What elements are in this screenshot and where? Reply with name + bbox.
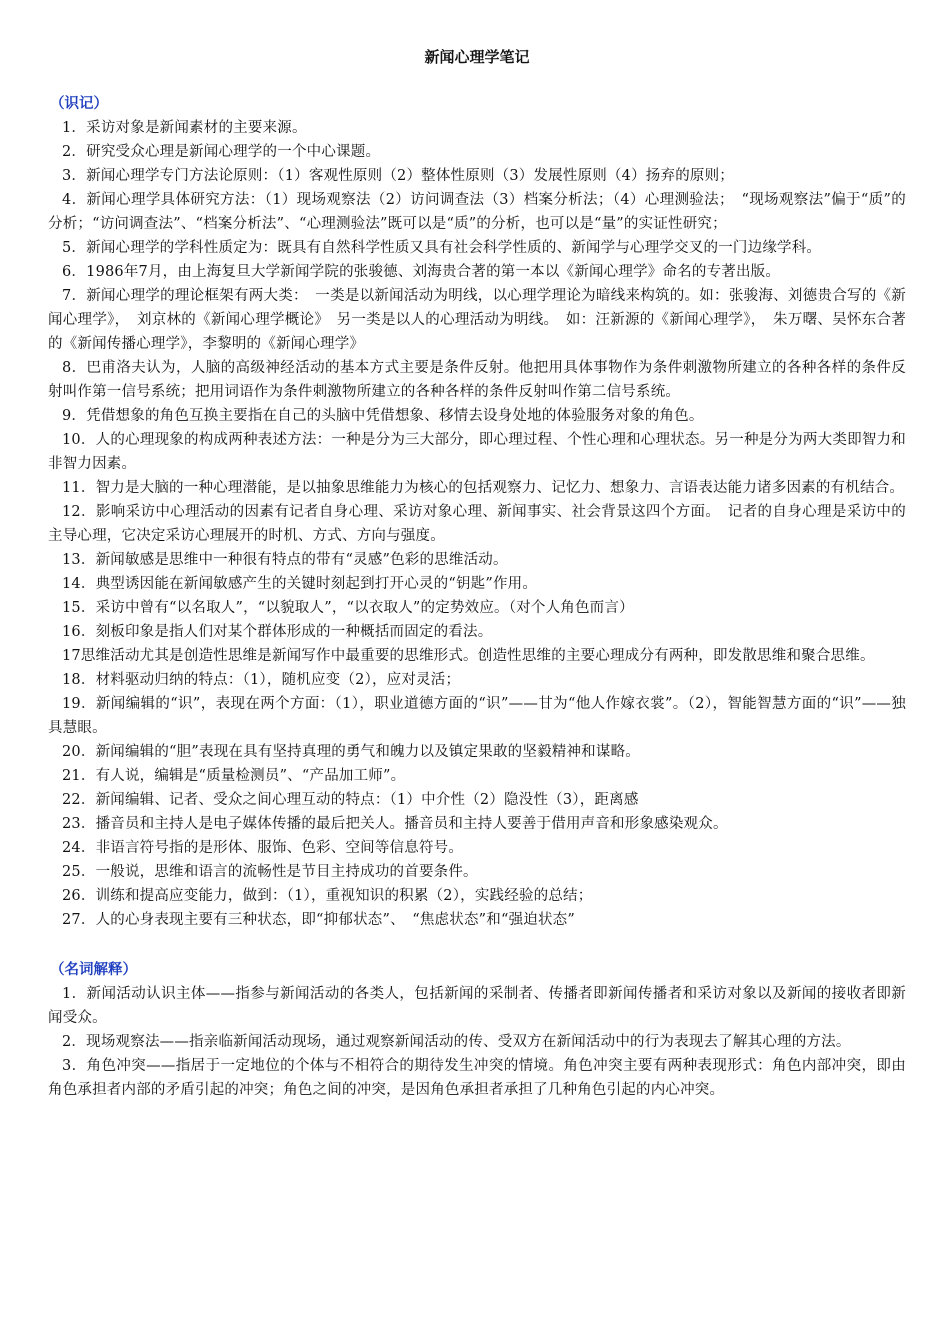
section-recall-items [48,116,906,932]
item-number: 16． [62,624,96,640]
list-item [48,572,906,596]
list-item [48,740,906,764]
item-number: 25． [62,864,96,880]
item-text: 新闻心理学的理论框架有两大类： 一类是以新闻活动为明线，以心理学理论为暗线来构筑的。如：张骏海、刘德贵合写的《新闻心理学》， 刘京林的《新闻心理学概论》 另一类是以人的心理活动为明线。 如：汪新源的《新闻心理学》， 朱万曙、吴怀东合著的《新闻传播心理学》，李黎明的《新闻心理学》 [48,288,906,352]
item-text: 新闻敏感是思维中一种很有特点的带有“灵感”色彩的思维活动。 [95,552,508,568]
list-item [48,596,906,620]
list-item [48,764,906,788]
item-number: 22． [62,792,96,808]
list-item [48,788,906,812]
item-text: 人的心身表现主要有三种状态，即“抑郁状态”、 “焦虑状态”和“强迫状态” [95,912,575,928]
item-number: 13． [62,552,96,568]
list-item [48,860,906,884]
document-page [48,46,906,1102]
item-text: 刻板印象是指人们对某个群体形成的一种概括而固定的看法。 [95,624,493,640]
item-text: 影响采访中心理活动的因素有记者自身心理、采访对象心理、新闻事实、社会背景这四个方面。 记者的自身心理是采访中的主导心理，它决定采访心理展开的时机、方式、方向与强度。 [48,504,906,544]
item-text: 新闻编辑的“识”，表现在两个方面：（1），职业道德方面的“识”——甘为“他人作嫁衣裳”。（2），智能智慧方面的“识”——独具慧眼。 [48,696,906,736]
item-number: 11． [62,480,96,496]
item-text: 角色冲突——指居于一定地位的个体与不相符合的期待发生冲突的情境。角色冲突主要有两种表现形式：角色内部冲突，即由角色承担者内部的矛盾引起的冲突；角色之间的冲突，是因角色承担者承担了几种角色引起的内心冲突。 [48,1058,906,1098]
list-item [48,884,906,908]
item-text: 有人说，编辑是“质量检测员”、“产品加工师”。 [95,768,406,784]
item-text: 新闻心理学专门方法论原则：（1）客观性原则（2）整体性原则（3）发展性原则（4）扬弃的原则； [86,168,734,184]
list-item [48,500,906,548]
item-text: 新闻编辑的“胆”表现在具有坚持真理的勇气和魄力以及镇定果敢的坚毅精神和谋略。 [95,744,640,760]
item-number: 10． [62,432,96,448]
list-item [48,428,906,476]
item-text: 现场观察法——指亲临新闻活动现场，通过观察新闻活动的传、受双方在新闻活动中的行为表现去了解其心理的方法。 [86,1034,851,1050]
list-item [48,140,906,164]
list-item [48,908,906,932]
item-text: 新闻活动认识主体——指参与新闻活动的各类人，包括新闻的采制者、传播者即新闻传播者和采访对象以及新闻的接收者即新闻受众。 [48,986,906,1026]
item-text: 采访中曾有“以名取人”，“以貌取人”，“以衣取人”的定势效应。（对个人角色而言） [95,600,634,616]
item-text: 思维活动尤其是创造性思维是新闻写作中最重要的思维形式。创造性思维的主要心理成分有两种，即发散思维和聚合思维。 [80,648,875,664]
item-text: 研究受众心理是新闻心理学的一个中心课题。 [86,144,381,160]
item-number: 12． [62,504,96,520]
list-item [48,188,906,236]
section-terms [48,958,906,1102]
item-number: 14． [62,576,96,592]
section-heading-recall: （识记） [50,95,108,112]
list-item [48,236,906,260]
item-number: 17 [62,648,81,664]
item-text: 智力是大脑的一种心理潜能，是以抽象思维能力为核心的包括观察力、记忆力、想象力、言语表达能力诸多因素的有机结合。 [95,480,905,496]
list-item [48,1054,906,1102]
item-text: 采访对象是新闻素材的主要来源。 [86,120,307,136]
item-text: 巴甫洛夫认为，人脑的高级神经活动的基本方式主要是条件反射。他把用具体事物作为条件刺激物所建立的各种各样的条件反射叫作第一信号系统；把用词语作为条件刺激物所建立的各种各样的条件反射叫作第二信号系统。 [48,360,906,400]
item-text: 新闻编辑、记者、受众之间心理互动的特点：（1）中介性（2）隐没性（3），距离感 [95,792,639,808]
list-item [48,836,906,860]
item-number: 1． [62,986,87,1002]
item-number: 20． [62,744,96,760]
item-number: 3． [62,1058,87,1074]
item-text: 1986年7月，由上海复旦大学新闻学院的张骏德、刘海贵合著的第一本以《新闻心理学》命名的专著出版。 [86,264,781,280]
item-number: 15． [62,600,96,616]
list-item [48,404,906,428]
item-number: 9． [62,408,87,424]
list-item [48,644,906,668]
item-text: 凭借想象的角色互换主要指在自己的头脑中凭借想象、移情去设身处地的体验服务对象的角色。 [86,408,704,424]
item-number: 19． [62,696,96,712]
item-number: 2． [62,144,87,160]
list-item [48,164,906,188]
section-heading-terms: （名词解释） [50,961,137,978]
item-number: 24． [62,840,96,856]
item-number: 2． [62,1034,87,1050]
list-item [48,356,906,404]
item-text: 新闻心理学的学科性质定为：既具有自然科学性质又具有社会科学性质的、新闻学与心理学交叉的一门边缘学科。 [86,240,822,256]
list-item [48,1030,906,1054]
item-number: 3． [62,168,87,184]
item-number: 23． [62,816,96,832]
item-number: 21． [62,768,96,784]
item-text: 典型诱因能在新闻敏感产生的关键时刻起到打开心灵的“钥匙”作用。 [95,576,538,592]
item-text: 新闻心理学具体研究方法：（1）现场观察法（2）访问调查法（3）档案分析法；（4）心理测验法； “现场观察法”偏于“质”的分析；“访问调查法”、“档案分析法”、“心理测验法”既可以是“质”的分析，也可以是“量”的实证性研究； [48,192,906,232]
list-item [48,982,906,1030]
item-number: 26． [62,888,96,904]
item-number: 18． [62,672,96,688]
item-number: 6． [62,264,87,280]
item-text: 训练和提高应变能力，做到：（1），重视知识的积累（2），实践经验的总结； [95,888,593,904]
document-title: 新闻心理学笔记 [424,48,530,66]
list-item [48,116,906,140]
item-text: 材料驱动归纳的特点：（1），随机应变（2），应对灵活； [95,672,461,688]
section-recall [48,92,906,932]
item-text: 一般说，思维和语言的流畅性是节目主持成功的首要条件。 [95,864,478,880]
list-item [48,260,906,284]
item-number: 8． [62,360,87,376]
list-item [48,620,906,644]
list-item [48,692,906,740]
item-number: 1． [62,120,87,136]
item-text: 人的心理现象的构成两种表述方法：一种是分为三大部分，即心理过程、个性心理和心理状态。另一种是分为两大类即智力和非智力因素。 [48,432,906,472]
list-item [48,812,906,836]
item-text: 非语言符号指的是形体、服饰、色彩、空间等信息符号。 [95,840,464,856]
section-terms-items [48,982,906,1102]
list-item [48,668,906,692]
list-item [48,284,906,356]
item-number: 27． [62,912,96,928]
item-number: 4． [62,192,87,208]
list-item [48,476,906,500]
item-number: 7． [62,288,87,304]
item-number: 5． [62,240,87,256]
list-item [48,548,906,572]
item-text: 播音员和主持人是电子媒体传播的最后把关人。播音员和主持人要善于借用声音和形象感染观众。 [95,816,728,832]
